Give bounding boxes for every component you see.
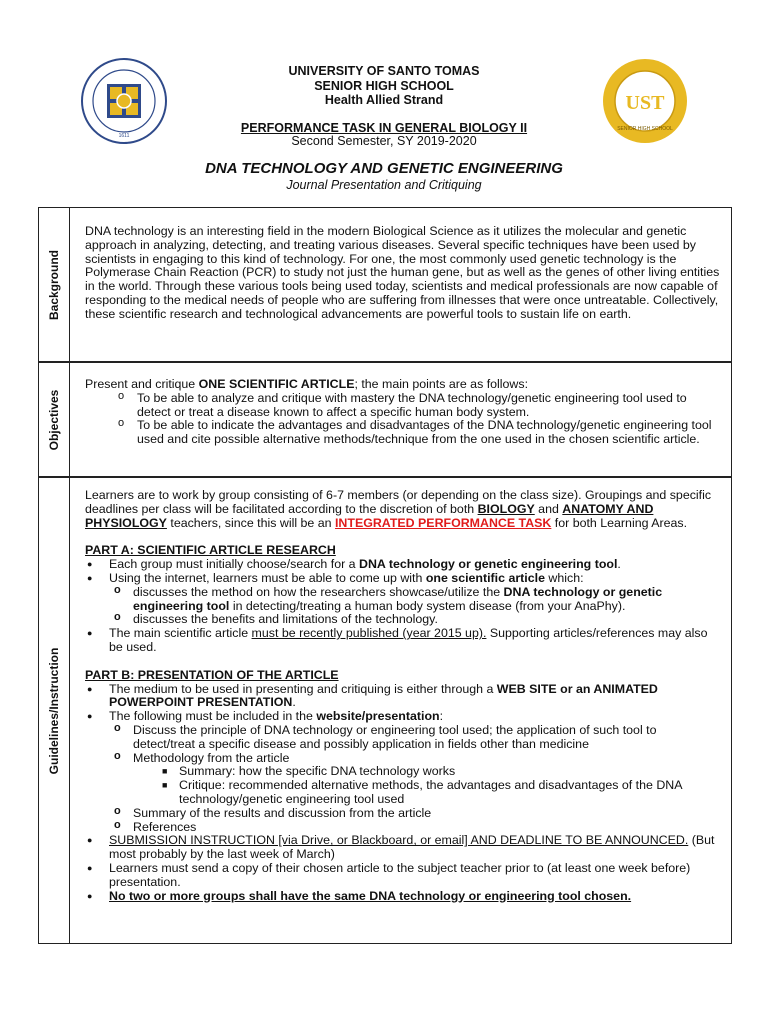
- list-item: ● SUBMISSION INSTRUCTION [via Drive, or Blackboard, or email] AND DEADLINE TO BE ANNOUNCED. (But most probably by the last week of March): [85, 834, 721, 862]
- part-a-heading: PART A: SCIENTIFIC ARTICLE RESEARCH: [85, 543, 336, 558]
- list-item: ■ Critique: recommended alternative methods, the advantages and disadvantages of the DNA technology/genetic engineering tool used: [85, 779, 721, 807]
- list-item: ● No two or more groups shall have the same DNA technology or engineering tool chosen.: [85, 890, 721, 904]
- semester: Second Semester, SY 2019-2020: [291, 134, 477, 148]
- list-item: o References: [85, 821, 721, 835]
- part-b-heading: PART B: PRESENTATION OF THE ARTICLE: [85, 667, 339, 682]
- objectives-intro: Present and critique ONE SCIENTIFIC ARTICLE; the main points are as follows:: [85, 377, 529, 391]
- objective-item: o To be able to analyze and critique with mastery the DNA technology/genetic engineering tool used to detect or treat a disease known to affect a specific human body system.: [85, 392, 721, 420]
- university-name: UNIVERSITY OF SANTO TOMAS: [288, 64, 480, 78]
- guidelines-section: [38, 477, 732, 944]
- list-item: ● Learners must send a copy of their chosen article to the subject teacher prior to (at least one week before) presentation.: [85, 862, 721, 890]
- list-item: ● The main scientific article must be recently published (year 2015 up). Supporting articles/references may also be used.: [85, 627, 721, 655]
- background-section: [38, 207, 732, 362]
- list-item: o Discuss the principle of DNA technology or engineering tool used; the application of such tool to detect/treat a specific disease and possibly application in fields other than medicine: [85, 724, 721, 752]
- page-subtitle: Journal Presentation and Critiquing: [286, 178, 482, 192]
- svg-text:UST: UST: [625, 92, 665, 114]
- background-text: DNA technology is an interesting field in the modern Biological Science as it utilizes the molecular and genetic approach in analyzing, detecting, and treating various diseases. Several specific techniques have been used by scientists in engaging to this kind of technology. For one, the most commonly used genetic technology is the Polymerase Chain Reaction (PCR) to study not just the human gene, but as well as the genes of other living entities in the world. Through these various tools being used today, scientists and medical professionals are now capable of responding to the medical needs of people who are suffering from illnesses that were once untreatable. Collectively, these scientific research and technological advancements are powerful tools to sustain life on earth.: [85, 224, 720, 321]
- objectives-label: Objectives: [47, 389, 61, 450]
- objectives-section: [38, 362, 732, 477]
- objective-item: o To be able to indicate the advantages and disadvantages of the DNA technology/genetic engineering tool used and cite possible alternative methods/technique from the one used in the chosen scientific article.: [85, 419, 721, 447]
- list-item: ● The following must be included in the website/presentation:: [85, 710, 721, 724]
- list-item: ● Using the internet, learners must be able to come up with one scientific article which:: [85, 572, 721, 586]
- list-item: o Methodology from the article: [85, 752, 721, 766]
- list-item: ● The medium to be used in presenting and critiquing is either through a WEB SITE or an ANIMATED POWERPOINT PRESENTATION.: [85, 683, 721, 711]
- task-title: PERFORMANCE TASK IN GENERAL BIOLOGY II: [240, 121, 528, 135]
- list-item: ■ Summary: how the specific DNA technology works: [85, 765, 721, 779]
- background-label: Background: [47, 249, 61, 320]
- list-item: o discusses the benefits and limitations of the technology.: [85, 613, 721, 627]
- university-header: [0, 64, 768, 108]
- svg-text:SENIOR HIGH SCHOOL: SENIOR HIGH SCHOOL: [617, 126, 673, 132]
- page-title: DNA TECHNOLOGY AND GENETIC ENGINEERING: [205, 160, 563, 177]
- list-item: o discusses the method on how the researchers showcase/utilize the DNA technology or genetic engineering tool in detecting/treating a human body system disease (from your AnaPhy).: [85, 586, 721, 614]
- list-item: o Summary of the results and discussion from the article: [85, 807, 721, 821]
- guidelines-label: Guidelines/Instruction: [47, 647, 61, 774]
- strand-name: Health Allied Strand: [324, 93, 444, 107]
- svg-text:1611: 1611: [118, 133, 130, 139]
- list-item: ● Each group must initially choose/search for a DNA technology or genetic engineering tool.: [85, 558, 721, 572]
- school-name: SENIOR HIGH SCHOOL: [314, 78, 454, 93]
- guidelines-intro: Learners are to work by group consisting of 6-7 members (or depending on the class size). Groupings and specific deadlines per class will be facilitated according to the discretion of both BIOLOGY and ANATOMY AND PHYSIOLOGY teachers, since this will be an INTEGRATED PERFORMANCE TASK for both Learning Areas.: [85, 488, 712, 530]
